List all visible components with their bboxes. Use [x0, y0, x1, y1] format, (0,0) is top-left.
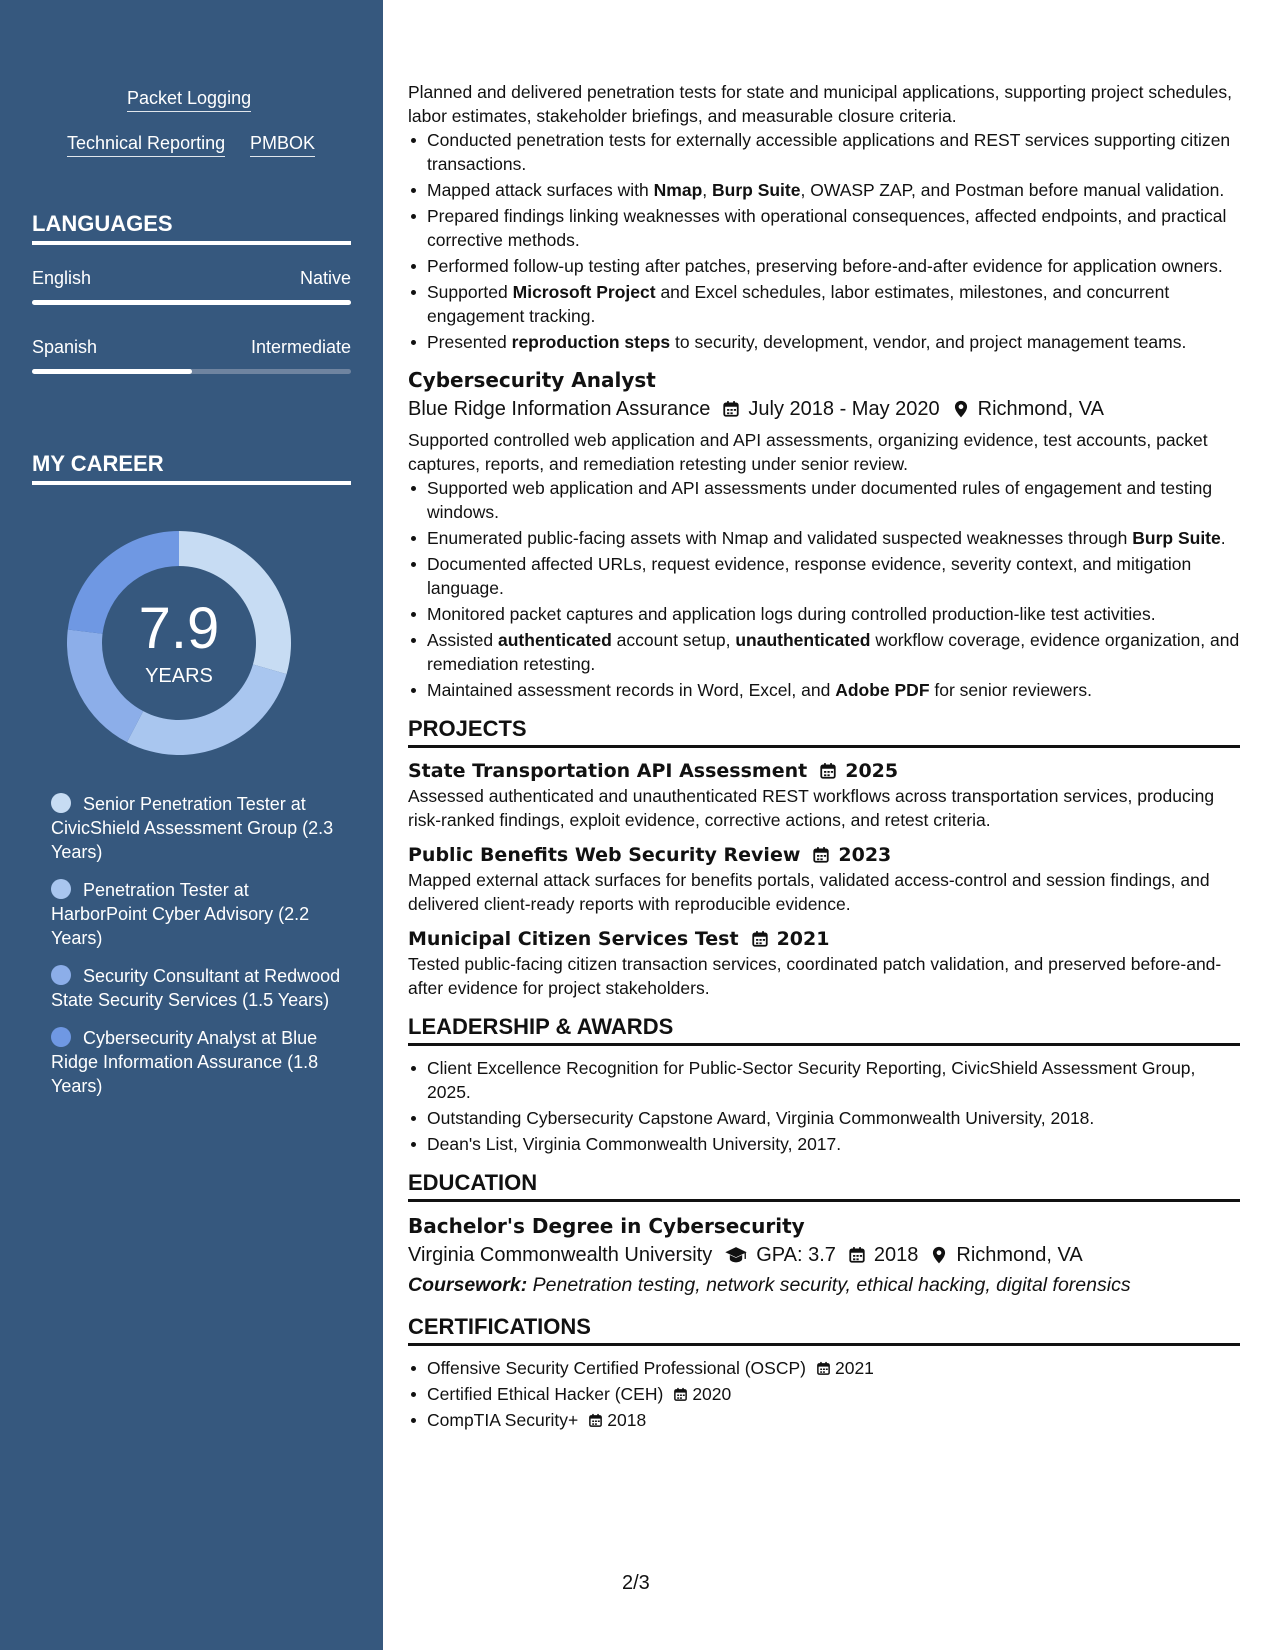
language-bar-fill: [32, 369, 192, 374]
career-heading: MY CAREER: [32, 451, 351, 485]
certification-item: [408, 1382, 1240, 1406]
project-title-row: [408, 758, 1240, 784]
career-item-text: Cybersecurity Analyst at Blue Ridge Information Assurance (1.8 Years): [51, 1028, 319, 1096]
certification-name: CompTIA Security+: [427, 1410, 579, 1430]
graduation-year: 2018: [873, 1244, 919, 1266]
bullet-item: Supported web application and API assessments under documented rules of engagement and testing windows.: [408, 476, 1240, 524]
career-item: [51, 792, 341, 864]
job-dates: July 2018 - May 2020: [748, 398, 940, 420]
language-name: English: [32, 268, 92, 288]
job-summary: Supported controlled web application and API assessments, organizing evidence, test accounts, packet captures, reports, and remediation retesting under senior review.: [408, 430, 1208, 474]
certification-item: [408, 1356, 1240, 1380]
calendar-icon: [722, 400, 740, 418]
project-title: Public Benefits Web Security Review: [408, 844, 801, 866]
section-heading-certifications: CERTIFICATIONS: [408, 1314, 1240, 1346]
school-name: Virginia Commonwealth University: [408, 1244, 713, 1266]
gpa: GPA: 3.7: [756, 1244, 836, 1266]
bullet-item: Performed follow-up testing after patches, preserving before-and-after evidence for application owners.: [408, 254, 1240, 278]
calendar-icon: [588, 1413, 603, 1428]
language-row: [32, 268, 351, 289]
career-item-text: Security Consultant at Redwood State Security Services (1.5 Years): [51, 966, 341, 1010]
project-year: 2023: [838, 844, 892, 866]
job-summary: Planned and delivered penetration tests for state and municipal applications, supporting project schedules, labor estimates, stakeholder briefings, and measurable closure criteria.: [408, 82, 1232, 126]
legend-dot: [51, 965, 71, 985]
career-item: [51, 878, 341, 950]
calendar-icon: [816, 1361, 831, 1376]
certification-name: Certified Ethical Hacker (CEH): [427, 1384, 664, 1404]
languages-heading: LANGUAGES: [32, 211, 351, 245]
project-title: Municipal Citizen Services Test: [408, 928, 739, 950]
bullet-item: Maintained assessment records in Word, Excel, and Adobe PDF for senior reviewers.: [408, 678, 1240, 702]
certifications-list: [408, 1356, 1240, 1432]
language-level: Native: [299, 268, 351, 288]
project-title: State Transportation API Assessment: [408, 760, 808, 782]
bullet-item: Monitored packet captures and application logs during controlled production-like test activities.: [408, 602, 1240, 626]
bullet-item: Conducted penetration tests for externally accessible applications and REST services supporting citizen transactions.: [408, 128, 1240, 176]
job-title: Cybersecurity Analyst: [408, 368, 656, 392]
career-legend: [51, 792, 341, 1112]
legend-dot: [51, 1027, 71, 1047]
certification-year: 2021: [834, 1358, 874, 1378]
career-item: [51, 964, 341, 1012]
bullet-item: Mapped attack surfaces with Nmap, Burp Suite, OWASP ZAP, and Postman before manual validation.: [408, 178, 1240, 202]
language-bar-fill: [32, 300, 351, 305]
skill-tag: PMBOK: [250, 133, 315, 157]
section-heading-projects: PROJECTS: [408, 716, 1240, 748]
education-location: Richmond, VA: [956, 1244, 1083, 1266]
skill-tag: Technical Reporting: [67, 133, 225, 157]
sidebar: [0, 0, 383, 1650]
certification-item: [408, 1408, 1240, 1432]
legend-dot: [51, 793, 71, 813]
calendar-icon: [751, 930, 769, 948]
section-heading-leadership: LEADERSHIP & AWARDS: [408, 1014, 1240, 1046]
map-pin-icon: [952, 400, 970, 418]
coursework-label: Coursework:: [408, 1274, 528, 1296]
language-bar: [32, 300, 351, 305]
project-item: [408, 758, 1240, 832]
language-level: Intermediate: [250, 337, 351, 357]
education-meta: [408, 1240, 1240, 1270]
calendar-icon: [673, 1387, 688, 1402]
bullet-item: Prepared findings linking weaknesses with operational consequences, affected endpoints, and practical corrective methods.: [408, 204, 1240, 252]
job-bullets: [408, 128, 1240, 354]
bullet-item: Documented affected URLs, request evidence, response evidence, severity context, and mitigation language.: [408, 552, 1240, 600]
awards-list: [408, 1056, 1240, 1156]
project-year: 2021: [776, 928, 830, 950]
project-description: Assessed authenticated and unauthenticated REST workflows across transportation services, producing risk-ranked findings, exploit evidence, corrective actions, and retest criteria.: [408, 786, 1215, 830]
project-description: Mapped external attack surfaces for benefits portals, validated access-control and session findings, and delivered client-ready reports with reproducible evidence.: [408, 870, 1210, 914]
language-name: Spanish: [32, 337, 98, 357]
bullet-item: Presented reproduction steps to security, development, vendor, and project management teams.: [408, 330, 1240, 354]
map-pin-icon: [930, 1246, 948, 1264]
bullet-item: Supported Microsoft Project and Excel schedules, labor estimates, milestones, and concurrent engagement tracking.: [408, 280, 1240, 328]
project-title-row: [408, 842, 1240, 868]
certification-year: 2020: [692, 1384, 732, 1404]
job-meta: [408, 394, 1240, 424]
certification-year: 2018: [607, 1410, 647, 1430]
main-content: [408, 80, 1240, 1434]
calendar-icon: [819, 762, 837, 780]
calendar-icon: [848, 1246, 866, 1264]
graduation-cap-icon: [724, 1246, 748, 1264]
project-year: 2025: [845, 760, 899, 782]
award-item: Client Excellence Recognition for Public-Sector Security Reporting, CivicShield Assessment Group, 2025.: [408, 1056, 1240, 1104]
project-item: [408, 926, 1240, 1000]
project-title-row: [408, 926, 1240, 952]
career-item-text: Penetration Tester at HarborPoint Cyber Advisory (2.2 Years): [51, 880, 310, 948]
career-item: [51, 1026, 341, 1098]
career-item-text: Senior Penetration Tester at CivicShield Assessment Group (2.3 Years): [51, 794, 334, 862]
legend-dot: [51, 879, 71, 899]
coursework-text: Penetration testing, network security, ethical hacking, digital forensics: [532, 1274, 1131, 1296]
job-location: Richmond, VA: [977, 398, 1104, 420]
degree-title: Bachelor's Degree in Cybersecurity: [408, 1214, 805, 1238]
skill-tag: Packet Logging: [127, 88, 251, 112]
certification-name: Offensive Security Certified Professional (OSCP): [427, 1358, 806, 1378]
page-number: 2/3: [622, 1572, 650, 1594]
company-name: Blue Ridge Information Assurance: [408, 398, 711, 420]
job-bullets: [408, 476, 1240, 702]
language-row: [32, 337, 351, 358]
language-bar: [32, 369, 351, 374]
project-item: [408, 842, 1240, 916]
bullet-item: Enumerated public-facing assets with Nmap and validated suspected weaknesses through Burp Suite.: [408, 526, 1240, 550]
section-heading-education: EDUCATION: [408, 1170, 1240, 1202]
award-item: Dean's List, Virginia Commonwealth University, 2017.: [408, 1132, 1240, 1156]
career-total-years: 7.9: [138, 596, 220, 661]
career-total-unit: YEARS: [145, 665, 213, 687]
project-description: Tested public-facing citizen transaction services, coordinated patch validation, and preserved before-and-after evidence for project stakeholders.: [408, 954, 1222, 998]
calendar-icon: [812, 846, 830, 864]
bullet-item: Assisted authenticated account setup, unauthenticated workflow coverage, evidence organization, and remediation retesting.: [408, 628, 1240, 676]
coursework: [408, 1270, 1240, 1300]
award-item: Outstanding Cybersecurity Capstone Award, Virginia Commonwealth University, 2018.: [408, 1106, 1240, 1130]
